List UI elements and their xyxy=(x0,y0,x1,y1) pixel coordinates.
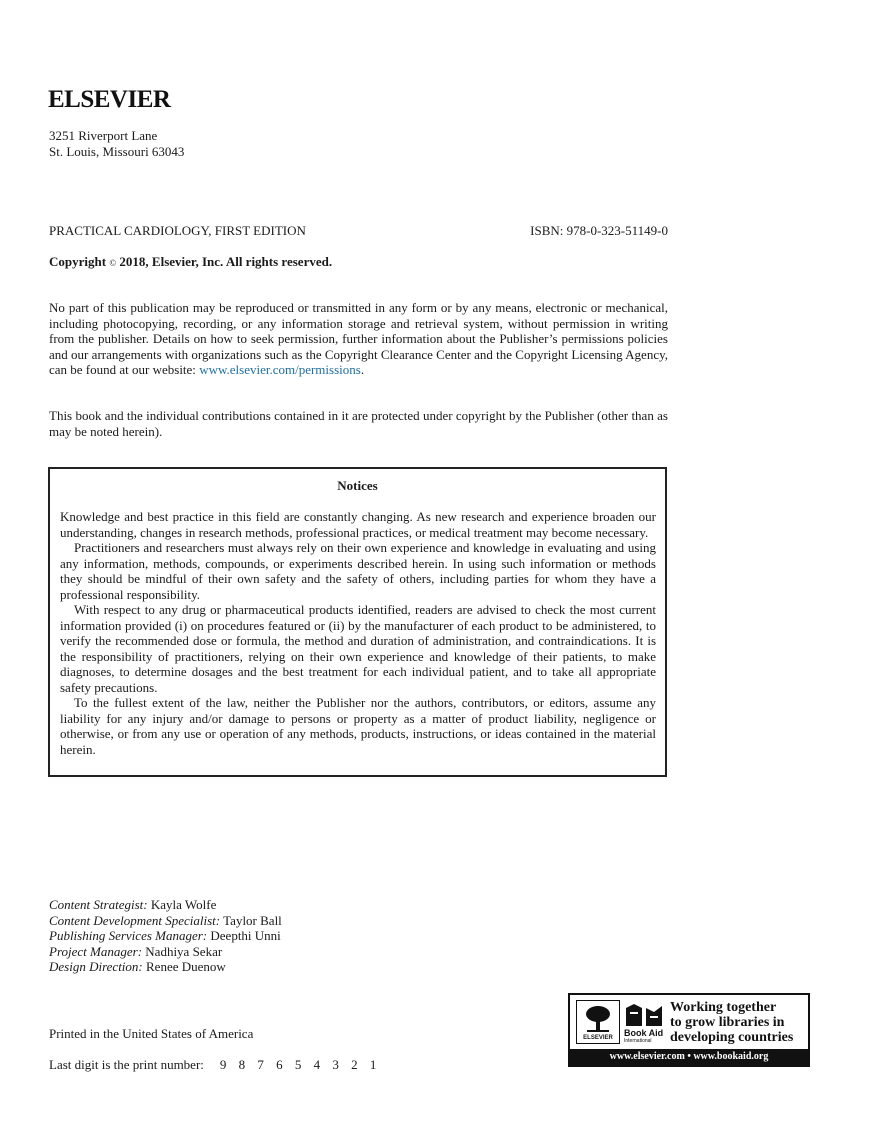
notice-paragraph: Knowledge and best practice in this field are constantly changing. As new research and experience broaden our understanding, changes in research methods, professional practices, or medical treatment may become necessary. xyxy=(60,509,656,540)
permissions-text: No part of this publication may be reproduced or transmitted in any form or by any means, electronic or mechanical, including photocopying, recording, or any information storage and retrieval system, without permission in writing from the publisher. Details on how to seek permission, further information about the Publisher’s permissions policies and our arrangements with organizations such as the Copyright Clearance Center and the Copyright Licensing Agency, can be found at our website: xyxy=(49,300,668,377)
book-aid-subtitle: International xyxy=(624,1038,652,1044)
elsevier-logo-name: ELSEVIER xyxy=(583,1035,613,1041)
credit-name: Taylor Ball xyxy=(220,912,282,928)
copyright-text: 2018, Elsevier, Inc. All rights reserved. xyxy=(116,254,333,269)
credit-line xyxy=(49,944,282,960)
credit-name: Nadhiya Sekar xyxy=(142,943,223,959)
copyright-prefix: Copyright xyxy=(49,254,107,269)
book-aid-banner xyxy=(568,993,810,1067)
credit-name: Deepthi Unni xyxy=(207,928,281,944)
publisher-address xyxy=(49,128,184,160)
book-aid-hands-icon xyxy=(624,1002,664,1028)
slogan-line: Working together xyxy=(670,1000,777,1015)
notices-body xyxy=(60,509,656,757)
notice-paragraph: With respect to any drug or pharmaceutical products identified, readers are advised to check the most current information provided (i) on procedures featured or (ii) by the manufacturer of each product to be administered, to verify the recommended dose or formula, the method and duration of administration, and contraindications. It is the responsibility of practitioners, relying on their own experience and knowledge of their patients, to make diagnoses, to determine dosages and the best treatment for each individual patient, and to take all appropriate safety precautions. xyxy=(60,602,656,695)
notices-title: Notices xyxy=(337,478,378,493)
elsevier-tree-icon xyxy=(585,1005,611,1033)
print-number-label: Last digit is the print number: xyxy=(49,1057,204,1072)
printed-in-statement: Printed in the United States of America xyxy=(49,1026,254,1041)
book-aid-slogan xyxy=(670,1000,793,1045)
notices-box xyxy=(48,467,667,777)
book-aid-name xyxy=(624,1029,663,1045)
credit-role: Content Development Specialist: xyxy=(49,912,221,928)
book-aid-banner-top xyxy=(570,995,808,1049)
book-aid-logo xyxy=(624,1002,668,1044)
book-aid-title: Book Aid xyxy=(624,1028,664,1038)
credit-role: Project Manager: xyxy=(49,943,143,959)
isbn-number: ISBN: 978-0-323-51149-0 xyxy=(530,223,668,238)
elsevier-tree-logo xyxy=(576,1000,620,1044)
publisher-logo-text: ELSEVIER xyxy=(48,86,171,113)
credit-role: Design Direction: xyxy=(49,959,143,975)
address-line-1: 3251 Riverport Lane xyxy=(49,128,158,143)
production-credits xyxy=(49,897,282,975)
permissions-end: . xyxy=(360,362,365,377)
credit-line xyxy=(49,897,282,913)
credit-name: Kayla Wolfe xyxy=(147,897,217,912)
print-number-line xyxy=(49,1057,376,1073)
print-number-digits: 9 8 7 6 5 4 3 2 1 xyxy=(219,1057,377,1072)
credit-line xyxy=(49,928,282,944)
address-line-2: St. Louis, Missouri 63043 xyxy=(49,144,185,159)
slogan-line: to grow libraries in xyxy=(670,1015,785,1030)
book-aid-urls[interactable]: www.elsevier.com • www.bookaid.org xyxy=(570,1049,808,1065)
notice-paragraph: Practitioners and researchers must always rely on their own experience and knowledge in evaluating and using any information, methods, compounds, or experiments described herein. In using such information or methods they should be mindful of their own safety and the safety of others, including parties for whom they have a professional responsibility. xyxy=(60,540,656,602)
permissions-paragraph xyxy=(49,300,668,378)
notice-paragraph: To the fullest extent of the law, neither the Publisher nor the authors, contributors, or editors, assume any liability for any injury and/or damage to persons or property as a matter of product liability, negligence or otherwise, or from any use or operation of any methods, products, instructions, or ideas contained in the material herein. xyxy=(60,695,656,757)
credit-role: Publishing Services Manager: xyxy=(49,928,208,944)
credit-line xyxy=(49,913,282,929)
credit-role: Content Strategist: xyxy=(49,897,148,912)
copyright-symbol: © xyxy=(109,258,117,268)
copyright-line xyxy=(49,254,332,270)
credit-name: Renee Duenow xyxy=(142,959,226,975)
book-edition-title: PRACTICAL CARDIOLOGY, FIRST EDITION xyxy=(49,223,306,238)
protection-paragraph: This book and the individual contributions contained in it are protected under copyright by the Publisher (other than as may be noted herein). xyxy=(49,408,668,439)
permissions-link[interactable]: www.elsevier.com/permissions xyxy=(199,362,361,377)
credit-line xyxy=(49,959,282,975)
slogan-line: developing countries xyxy=(670,1030,794,1045)
